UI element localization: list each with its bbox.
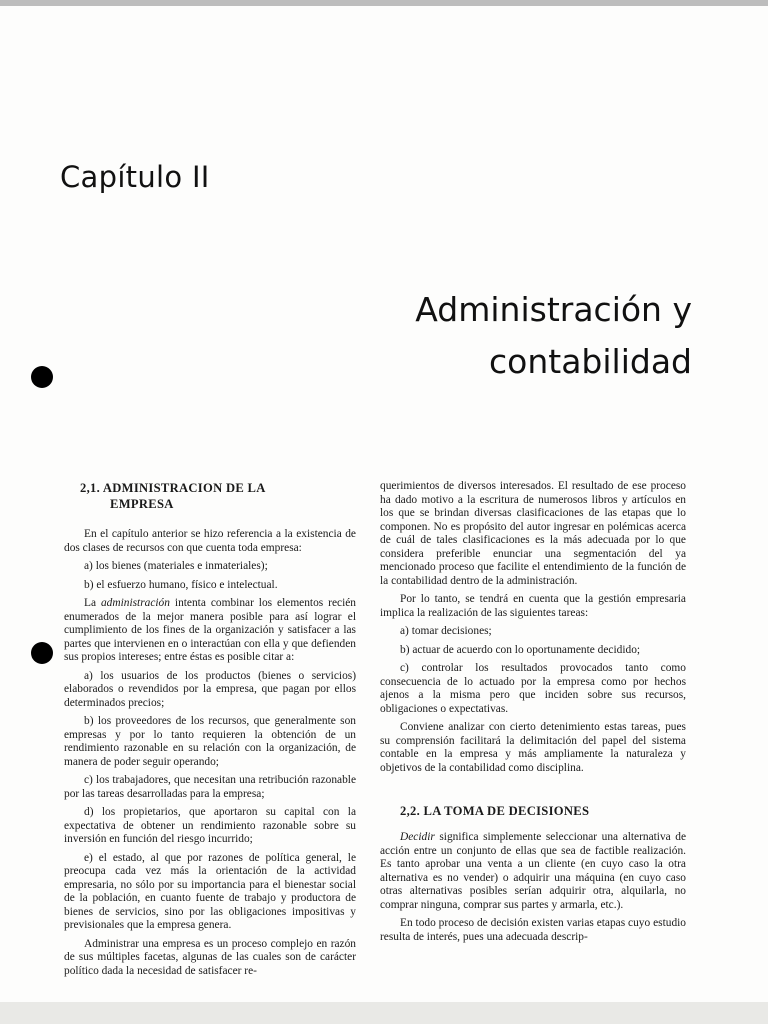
list-item: e) el estado, al que por razones de política general, le preocupa cada vez más la orientación de la actividad empresaria, no sólo por su importancia para el bienestar social de la población, en cuanto fuente de trabajo y productora de bienes de servicios, sino por las obligaciones impositivas y previsionales que la empresa genera. <box>64 851 356 931</box>
paragraph <box>380 831 686 912</box>
section-heading-2-1 <box>80 480 356 512</box>
list-item: c) los trabajadores, que necesitan una retribución razonable por las tareas desarrolladas para la empresa; <box>64 774 356 800</box>
list-item: b) actuar de acuerdo con lo oportunamente decidido; <box>400 643 641 656</box>
section-heading-line1: 2,1. ADMINISTRACION DE LA <box>80 481 266 495</box>
paragraph <box>64 597 356 665</box>
list-item: c) controlar los resultados provocados tanto como consecuencia de lo actuado por la empresa como por hechos ajenos a la misma pero que inciden sobre sus recursos, obligaciones o expectativas. <box>380 662 686 715</box>
chapter-label: Capítulo II <box>60 160 210 194</box>
scan-top-edge <box>0 0 768 6</box>
text-run: La <box>84 597 101 609</box>
list-item: d) los propietarios, que aportaron su capital con la expectativa de obtener un rendimiento razonable sobre su inversión en función del riesgo incurrido; <box>64 806 356 845</box>
section-heading-2-2: 2,2. LA TOMA DE DECISIONES <box>400 804 590 818</box>
scan-bottom-edge <box>0 1002 768 1024</box>
paragraph: querimientos de diversos interesados. El resultado de ese proceso ha dado motivo a la escritura de numerosos libros y artículos en los que se brindan diversas clasificaciones de las etapas que lo componen. No es propósito del autor ingresar en polémicas acerca de cuál de tales clasificaciones es la más adecuada por lo que considera preferible enunciar una segmentación del ya mencionado proceso que facilite el entendimiento de la función de la contabilidad dentro de la administración. <box>380 480 686 587</box>
list-item: b) el esfuerzo humano, físico e intelectual. <box>84 578 278 591</box>
punch-hole-top <box>31 366 53 388</box>
chapter-title-line1: Administración y <box>415 290 692 329</box>
emphasis-term: Decidir <box>400 831 435 843</box>
list-item: a) los usuarios de los productos (bienes o servicios) elaborados o revendidos por la empresa, que pagan por ellos determinados precios; <box>64 669 356 709</box>
paragraph: Por lo tanto, se tendrá en cuenta que la gestión empresaria implica la realización de las siguientes tareas: <box>380 593 686 619</box>
left-text-column <box>64 480 356 983</box>
paragraph: Conviene analizar con cierto detenimiento estas tareas, pues su comprensión facilitará la delimitación del papel del sistema contable en la empresa y más ampliamente la naturaleza y objetivos de la contabilidad como disciplina. <box>380 721 686 774</box>
list-item: b) los proveedores de los recursos, que generalmente son empresas y por lo tanto requieren la obtención de un rendimiento razonable en su relación con la organización, de manera de poder seguir operando; <box>64 715 356 768</box>
chapter-title-line2: contabilidad <box>489 342 692 381</box>
text-run: intenta combinar los elementos recién enumerados de la mejor manera posible para así lograr el cumplimiento de los fines de la organización y satisfacer a las partes que intervienen en o interactúan con ella y que defienden sus propios intereses; entre éstas es posible citar a: <box>64 597 356 663</box>
list-item: a) tomar decisiones; <box>400 625 492 637</box>
punch-hole-middle <box>31 642 53 664</box>
paragraph: Administrar una empresa es un proceso complejo en razón de sus múltiples facetas, algunas de las cuales son de carácter político dada la necesidad de satisfacer re- <box>64 937 356 977</box>
paragraph: En el capítulo anterior se hizo referencia a la existencia de dos clases de recursos con que cuenta toda empresa: <box>64 528 356 554</box>
section-heading-line2: EMPRESA <box>110 497 174 511</box>
paragraph: En todo proceso de decisión existen varias etapas cuyo estudio resulta de interés, pues una adecuada descrip- <box>380 917 686 943</box>
emphasis-term: administración <box>100 597 170 609</box>
chapter-title <box>415 284 692 388</box>
right-text-column <box>380 480 686 949</box>
text-run: significa simplemente seleccionar una alternativa de acción entre un conjunto de ellas que sea de factible realización. Es tanto aprobar una venta a un cliente (en cuyo caso la otra alternativa es no vender) o adquirir una máquina (en cuyo caso otras alternativas posibles serían adquirir otra, alquilarla, no comprar ninguna, comprar sus partes y armarla, etc.). <box>380 831 686 911</box>
list-item: a) los bienes (materiales e inmateriales); <box>84 560 268 572</box>
